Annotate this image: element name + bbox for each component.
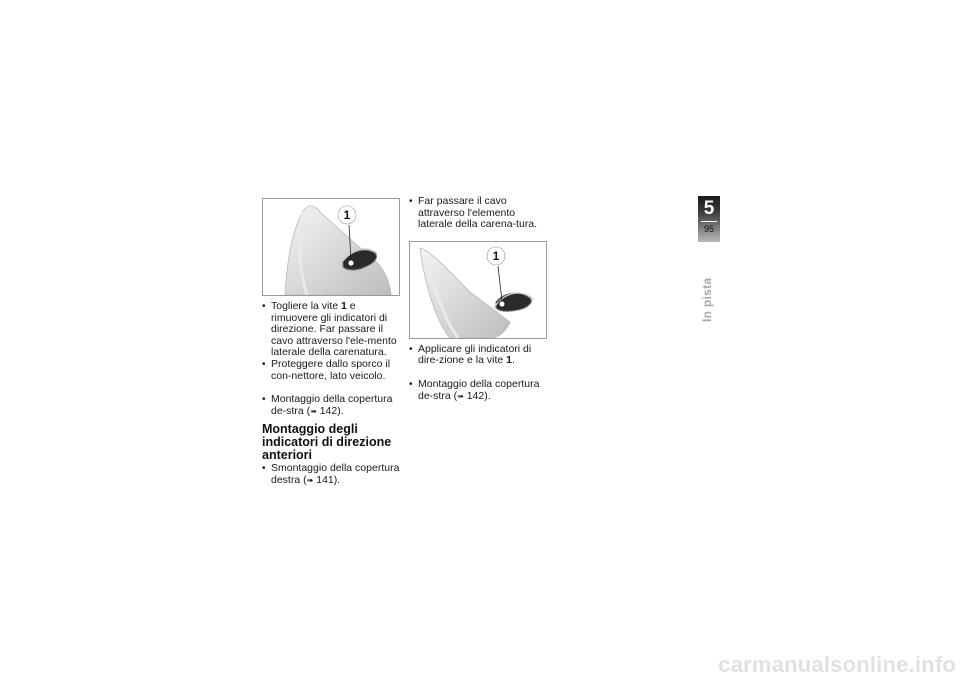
page-reference-arrow-icon: ➠: [310, 406, 317, 416]
list-item: • Applicare gli indicatori di dire-zione e la vite 1.: [409, 344, 547, 367]
fairing-illustration: [410, 242, 546, 338]
page-reference-link[interactable]: 142).: [316, 404, 344, 417]
list-item: • Togliere la vite 1 e rimuovere gli indicatori di direzione. Far passare il cavo attraverso l'ele-mento laterale della carenatura.: [262, 301, 400, 359]
instruction-list-4: [409, 196, 547, 231]
instruction-list-5: [409, 344, 547, 367]
instruction-list-2: [262, 394, 400, 417]
tab-divider: [701, 221, 717, 222]
page-reference-link[interactable]: 141).: [313, 473, 341, 486]
turn-indicator-removal-illustration: [262, 198, 400, 296]
instruction-list-6: [409, 379, 547, 402]
right-column: [409, 196, 547, 402]
list-item: • Proteggere dallo sporco il con-nettore, lato veicolo.: [262, 359, 400, 382]
section-title: In pista: [700, 277, 714, 322]
page-number: 95: [703, 224, 714, 234]
callout-number-1: 1: [492, 248, 500, 263]
page-reference-arrow-icon: ➠: [457, 391, 464, 401]
list-item: • Smontaggio della copertura destra (➠ 141).: [262, 463, 400, 486]
instruction-list-3: [262, 463, 400, 486]
watermark: carmanualsonline.info: [718, 652, 956, 677]
chapter-tab: [698, 196, 720, 242]
callout-number-1: 1: [343, 208, 351, 222]
left-column: [262, 198, 400, 487]
screw-reference: 1: [506, 354, 512, 367]
section-heading: Montaggio degli indicatori di direzione anteriori: [262, 422, 392, 463]
list-item: • Montaggio della copertura de-stra (➠ 142).: [262, 394, 400, 417]
chapter-number: 5: [703, 198, 715, 219]
page-reference-link[interactable]: 142).: [463, 389, 491, 402]
screw-reference: 1: [341, 300, 347, 312]
list-item: • Far passare il cavo attraverso l'elemento laterale della carena-tura.: [409, 196, 547, 231]
instruction-list-1: [262, 301, 400, 382]
list-item: • Montaggio della copertura de-stra (➠ 142).: [409, 379, 547, 402]
fairing-illustration: [263, 199, 399, 295]
page-reference-arrow-icon: ➠: [306, 475, 314, 485]
turn-indicator-installation-illustration: [409, 241, 547, 339]
